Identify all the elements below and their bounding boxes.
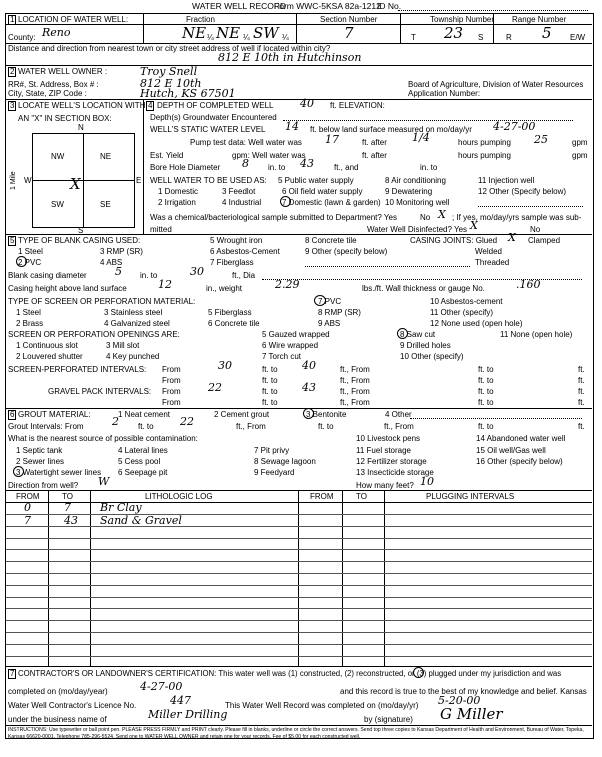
pump-hours: 1/4: [412, 131, 430, 144]
open-8: 8 Saw cut: [400, 330, 436, 339]
source-9: 9 Feedyard: [254, 468, 295, 477]
perf-label: SCREEN-PERFORATED INTERVALS:: [8, 365, 147, 374]
depth-label: DEPTH OF COMPLETED WELL: [157, 101, 274, 110]
use-7-circle: [280, 196, 291, 207]
feet-label: How many feet?: [356, 481, 414, 490]
screen-11: 11 Other (specify): [430, 308, 493, 317]
chem-label: Was a chemical/bacteriological sample submitted to Department? Yes: [150, 213, 397, 222]
township-value: 23: [444, 24, 464, 42]
open-10: 10 Other (specify): [400, 352, 464, 361]
township-label: Township Number: [430, 15, 495, 24]
perf-ft-to-2: ft. to: [478, 365, 494, 374]
chem-no: No: [420, 213, 431, 222]
id-line: [398, 10, 588, 11]
gravel-from-label: From: [162, 387, 181, 396]
signature-label: by (signature): [364, 715, 413, 724]
log-bottom-rule: [6, 666, 592, 667]
grout-ft-to: ft. to: [138, 422, 154, 431]
screen-9: 9 ABS: [318, 319, 341, 328]
grout-3-circle: [303, 408, 314, 419]
pump-after: ft. after: [362, 138, 387, 147]
use-3: 3 Feedlot: [222, 187, 256, 196]
casing-title: TYPE OF BLANK CASING USED:: [18, 236, 141, 245]
log-row-rule: [6, 620, 592, 621]
pump-gpm-unit: gpm: [572, 138, 588, 147]
board-text: Board of Agriculture, Division of Water Resources: [408, 80, 584, 89]
grout-ft-to-2: ft. to: [318, 422, 334, 431]
s3-title: LOCATE WELL'S LOCATION WITH: [18, 101, 146, 110]
depth-value: 40: [300, 97, 314, 110]
source-8: 8 Sewage lagoon: [254, 457, 316, 466]
feet-value: 10: [420, 475, 434, 488]
static-label: WELL'S STATIC WATER LEVEL: [150, 125, 266, 134]
source-7: 7 Pit privy: [254, 446, 290, 455]
casing-other-line: [305, 266, 470, 267]
certification-text: CONTRACTOR'S OR LANDOWNER'S CERTIFICATION: This water well was (1) constructed, (2) reconstructed, or (3) plugged under my jurisdiction and was: [18, 669, 562, 678]
log-row-1-from: 0: [24, 501, 31, 514]
section-horizontal: [32, 180, 134, 181]
s1-divider-3: [400, 14, 401, 44]
height-label: Casing height above land surface: [8, 284, 127, 293]
chem-mitted: mitted: [150, 225, 172, 234]
screen-5: 5 Fiberglass: [208, 308, 252, 317]
section-1-number: 1: [10, 15, 15, 24]
direction-label: Direction from well?: [8, 481, 79, 490]
completed-value: 4-27-00: [140, 680, 183, 693]
section-3-number: 3: [10, 101, 15, 110]
s1-title: LOCATION OF WATER WELL:: [18, 15, 129, 24]
section-6-number: 6: [10, 410, 15, 419]
section-4-number: 4: [148, 101, 153, 110]
log-row-2-to: 43: [64, 514, 78, 527]
use-8: 8 Air conditioning: [385, 176, 446, 185]
licence-value: 447: [170, 694, 191, 707]
log-row-2-from: 7: [24, 514, 31, 527]
source-3: 3 Watertight sewer lines: [16, 468, 102, 477]
plug-from-header: FROM: [310, 492, 334, 501]
source-16: 16 Other (specify below): [476, 457, 563, 466]
casing-1: 1 Steel: [18, 247, 43, 256]
s1-divider-2: [296, 14, 297, 44]
open-2: 2 Louvered shutter: [16, 352, 83, 361]
log-header-rule: [6, 502, 592, 503]
perf-from: 30: [218, 359, 232, 372]
perf2-from-label: From: [162, 376, 181, 385]
source-10: 10 Livestock pens: [356, 434, 421, 443]
direction-value: W: [98, 475, 110, 488]
log-row-rule: [6, 573, 592, 574]
source-14: 14 Abandoned water well: [476, 434, 566, 443]
signature: G Miller: [440, 705, 503, 723]
bore-in-2: in. to: [420, 163, 438, 172]
log-row-rule: [6, 538, 592, 539]
gravel2-ft-from: ft., From: [340, 398, 370, 407]
wall-value: .160: [516, 278, 541, 291]
diam-label: Blank casing diameter: [8, 271, 87, 280]
record-date: 5-20-00: [438, 694, 481, 707]
section-number-value: 7: [344, 24, 354, 42]
diam-to: 30: [190, 265, 204, 278]
log-row-rule: [6, 632, 592, 633]
screen-10: 10 Asbestos-cement: [430, 297, 503, 306]
compass-n: N: [78, 123, 84, 132]
disinfected-label: Water Well Disinfected? Yes: [367, 225, 468, 234]
use-5: 5 Public water supply: [278, 176, 354, 185]
range-value: 5: [542, 24, 552, 42]
screen-1: 1 Steel: [16, 308, 41, 317]
screen-8: 8 RMP (SR): [318, 308, 361, 317]
grout-title: GROUT MATERIAL:: [18, 410, 91, 419]
clamped-label: Clamped: [528, 236, 561, 245]
bore-value: 8: [242, 157, 249, 170]
yield-gpm-unit: gpm: [572, 151, 588, 160]
gravel-ft: ft.: [578, 387, 585, 396]
s1-divider-1: [143, 14, 144, 44]
open-5: 5 Gauzed wrapped: [262, 330, 330, 339]
disinfected-x: X: [470, 219, 478, 232]
log-row-rule: [6, 597, 592, 598]
plug-header: PLUGGING INTERVALS: [426, 492, 515, 501]
pump-hours-label: hours pumping: [458, 138, 511, 147]
ksa-ref: KSA 82a-1212: [326, 1, 381, 11]
casing-3: 3 RMP (SR): [100, 247, 143, 256]
casing-7: 7 Fiberglass: [210, 258, 254, 267]
grout-1: 1 Neat cement: [118, 410, 171, 419]
grout-other-line: [410, 418, 582, 419]
quarter-2: NE: [216, 24, 241, 42]
source-13: 13 Insecticide storage: [356, 468, 434, 477]
t-label: T: [411, 33, 416, 42]
bore-to: 43: [300, 157, 314, 170]
bore-label: Bore Hole Diameter: [150, 163, 221, 172]
city-value: Hutch, KS 67501: [140, 87, 236, 100]
gravel-from: 22: [208, 381, 222, 394]
quarter-1-mark: ¼: [207, 33, 214, 42]
source-15: 15 Oil well/Gas well: [476, 446, 546, 455]
screen-6: 6 Concrete tile: [208, 319, 260, 328]
yield-label: Est. Yield: [150, 151, 184, 160]
threaded-label: Threaded: [475, 258, 510, 267]
log-row-1-to: 7: [64, 501, 71, 514]
log-row-rule: [6, 561, 592, 562]
s1-rule-3: [6, 65, 592, 66]
completed-label: completed on (mo/day/year): [8, 687, 108, 696]
grout-intervals-label: Grout Intervals: From: [8, 422, 84, 431]
s4-rule: [6, 234, 592, 235]
log-col-2: [90, 491, 91, 666]
casing-9: 9 Other (specify below): [305, 247, 388, 256]
bore-in: in. to: [268, 163, 286, 172]
fraction-label: Fraction: [186, 15, 215, 24]
log-row-2-desc: Sand & Gravel: [100, 514, 182, 527]
gravel-ft-from: ft., From: [340, 387, 370, 396]
open-3: 3 Mill slot: [106, 341, 140, 350]
compass-w: W: [24, 176, 32, 185]
screen-3: 3 Stainless steel: [104, 308, 163, 317]
open-11: 11 None (open hole): [500, 330, 573, 339]
perf-to: 40: [302, 359, 316, 372]
source-2: 2 Sewer lines: [16, 457, 65, 466]
diam-rest: ft., Dia: [232, 271, 256, 280]
welded-label: Welded: [475, 247, 502, 256]
licence-label: Water Well Contractor's Licence No.: [8, 701, 137, 710]
screen-7: 7 PVC: [318, 297, 342, 306]
id-label: ID No.: [377, 1, 402, 11]
quarter-se: SE: [100, 200, 111, 209]
source-11: 11 Fuel storage: [356, 446, 411, 455]
open-4: 4 Key punched: [106, 352, 160, 361]
perf2-ft-to-2: ft. to: [478, 376, 494, 385]
grout-ft: ft.: [578, 422, 585, 431]
section-2-number: 2: [10, 67, 15, 76]
mile-label: 1 Mile: [10, 171, 17, 190]
business-label: under the business name of: [8, 715, 107, 724]
elevation-label: ft. ELEVATION:: [330, 101, 385, 110]
record-label: This Water Well Record was completed on (mo/day/yr): [225, 701, 419, 710]
chem-rest: ; If yes, mo/day/yrs sample was sub-: [452, 213, 582, 222]
open-8-circle: [397, 328, 408, 339]
gravel-label: GRAVEL PACK INTERVALS:: [48, 387, 152, 396]
gravel2-ft-to-2: ft. to: [478, 398, 494, 407]
distance-value: 812 E 10th in Hutchinson: [218, 51, 362, 64]
open-6: 6 Wire wrapped: [262, 341, 319, 350]
yield-was: gpm: Well water was: [232, 151, 306, 160]
log-to-header: TO: [62, 492, 73, 501]
well-location-mark: X: [70, 175, 81, 193]
source-5: 5 Cess pool: [118, 457, 161, 466]
quarter-sw: SW: [51, 200, 64, 209]
use-title: WELL WATER TO BE USED AS:: [150, 176, 267, 185]
open-title: SCREEN OR PERFORATION OPENINGS ARE:: [8, 330, 180, 339]
s5-rule: [6, 408, 592, 409]
use-7: 7 Domestic (lawn & garden): [282, 198, 381, 207]
log-row-rule: [6, 514, 592, 515]
s3-instruction: AN "X" IN SECTION BOX:: [18, 114, 112, 123]
s6-rule: [6, 490, 592, 491]
quarter-2-mark: ¼: [243, 33, 250, 42]
casing-2: 2 PVC: [18, 258, 42, 267]
grout-3: 3 Bentonite: [306, 410, 347, 419]
log-col-5: [384, 491, 385, 666]
gravel-ft-to: ft. to: [262, 387, 278, 396]
joints-label: CASING JOINTS: Glued: [410, 236, 498, 245]
log-from-header: FROM: [16, 492, 40, 501]
grout-ft-from: ft., From: [236, 422, 266, 431]
use-2: 2 Irrigation: [158, 198, 196, 207]
pump-gpm: 25: [534, 133, 548, 146]
casing-2-circle: [16, 256, 27, 267]
quarter-3-mark: ¼: [282, 33, 289, 42]
bore-and: ft., and: [334, 163, 359, 172]
grout-to: 22: [180, 415, 194, 428]
perf2-ft-to: ft. to: [262, 376, 278, 385]
use-9: 9 Dewatering: [385, 187, 433, 196]
s1-rule: [6, 24, 592, 25]
log-col-4: [342, 491, 343, 666]
contam-label: What is the nearest source of possible contamination:: [8, 434, 198, 443]
use-1: 1 Domestic: [158, 187, 199, 196]
address-label: RR#, St. Address, Box # :: [8, 80, 99, 89]
pump-label: Pump test data: Well water was: [190, 138, 302, 147]
open-7: 7 Torch cut: [262, 352, 301, 361]
screen-2: 2 Brass: [16, 319, 44, 328]
r-label: R: [506, 33, 512, 42]
form-number: Form WWC-5: [274, 1, 326, 11]
chem-x: X: [438, 208, 446, 221]
source-12: 12 Fertilizer storage: [356, 457, 427, 466]
perf-ft: ft.: [578, 365, 585, 374]
log-col-1: [48, 491, 49, 666]
wall-label: lbs./ft. Wall thickness or gauge No.: [362, 284, 485, 293]
use-12: 12 Other (Specify below): [478, 187, 567, 196]
perf-from-label: From: [162, 365, 181, 374]
screen-4: 4 Galvanized steel: [104, 319, 170, 328]
quarter-nw: NW: [51, 152, 65, 161]
business-value: Miller Drilling: [148, 708, 228, 721]
use-6: 6 Oil field water supply: [282, 187, 363, 196]
east-west: E/W: [570, 33, 586, 42]
log-row-rule: [6, 656, 592, 657]
use-other-line: [478, 206, 583, 207]
compass-e: E: [136, 176, 142, 185]
city-label: City, State, ZIP Code :: [8, 89, 87, 98]
instructions: INSTRUCTIONS: Use typewriter or ball point pen. PLEASE PRESS FIRMLY and PRINT clearly. Please fill in blanks, underline or circle the correct answers. Send top three copies to Kansas Department of Health and Environment, Bureau of Water, Topeka, Kansas 66620-0001. Telephone 785-296-5524. Send one to WATER WELL OWNER and retain one for your records. Fee of $5.00 for each constructed well.: [8, 727, 584, 740]
log-col-3: [298, 491, 299, 666]
grout-ft-from-2: ft., From: [384, 422, 414, 431]
plug-to-header: TO: [356, 492, 367, 501]
weight-value: 2.29: [275, 278, 300, 291]
pump-level: 17: [325, 133, 339, 146]
source-1: 1 Septic tank: [16, 446, 63, 455]
s7-rule: [6, 725, 592, 726]
s2-rule: [6, 99, 592, 100]
log-row-rule: [6, 526, 592, 527]
county-label: County:: [8, 33, 36, 42]
distance-label: Distance and direction from nearest town or city street address of well if located within city?: [8, 44, 331, 53]
s2-title: WATER WELL OWNER :: [18, 67, 108, 76]
grout-4: 4 Other: [385, 410, 412, 419]
open-1: 1 Continuous slot: [16, 341, 78, 350]
casing-5: 5 Wrought iron: [210, 236, 263, 245]
static-value: 14: [285, 120, 299, 133]
disinfected-no: No: [530, 225, 541, 234]
screen-12: 12 None used (open hole): [430, 319, 523, 328]
compass-s: S: [78, 226, 84, 235]
casing-8: 8 Concrete tile: [305, 236, 357, 245]
diam-value: 5: [115, 265, 122, 278]
grout-2: 2 Cement grout: [214, 410, 270, 419]
section-7-number: 7: [10, 669, 15, 678]
constructed-circle: [413, 667, 424, 678]
perf-ft-from: ft., From: [340, 365, 370, 374]
use-10: 10 Monitoring well: [385, 198, 450, 207]
casing-4: 4 ABS: [100, 258, 123, 267]
range-label: Range Number: [512, 15, 567, 24]
open-9: 9 Drilled holes: [400, 341, 451, 350]
yield-hours-label: hours pumping: [458, 151, 511, 160]
casing-6: 6 Asbestos-Cement: [210, 247, 280, 256]
use-4: 4 Industrial: [222, 198, 262, 207]
weight-label: in., weight: [206, 284, 243, 293]
gravel2-from-label: From: [162, 398, 181, 407]
gravel-ft-to-2: ft. to: [478, 387, 494, 396]
static-rest: ft. below land surface measured on mo/day/yr: [310, 125, 472, 134]
address-value: 812 E 10th: [140, 77, 202, 90]
gravel2-ft-to: ft. to: [262, 398, 278, 407]
log-row-rule: [6, 644, 592, 645]
yield-after: ft. after: [362, 151, 387, 160]
grout-from: 2: [112, 415, 119, 428]
source-4: 4 Lateral lines: [118, 446, 168, 455]
use-11: 11 Injection well: [478, 176, 535, 185]
groundwater-label: Depth(s) Groundwater Encountered: [150, 113, 277, 122]
log-row-rule: [6, 549, 592, 550]
static-date: 4-27-00: [493, 120, 536, 133]
form-title: WATER WELL RECORD: [192, 1, 287, 11]
log-row-rule: [6, 608, 592, 609]
source-3-circle: [13, 466, 24, 477]
perf2-ft: ft.: [578, 376, 585, 385]
screen-title: TYPE OF SCREEN OR PERFORATION MATERIAL:: [8, 297, 196, 306]
diam-in: in. to: [140, 271, 158, 280]
log-row-1-desc: Br Clay: [100, 501, 142, 514]
screen-7-circle: [314, 295, 326, 306]
gravel-to: 43: [302, 381, 316, 394]
grout-ft-to-3: ft. to: [478, 422, 494, 431]
s3-divider: [143, 100, 144, 234]
height-value: 12: [158, 278, 172, 291]
s-label: S: [478, 33, 484, 42]
s1-divider-4: [493, 14, 494, 44]
perf-ft-to: ft. to: [262, 365, 278, 374]
owner-value: Troy Snell: [140, 65, 198, 78]
joints-x: X: [508, 231, 516, 244]
quarter-ne: NE: [100, 152, 112, 161]
gravel2-ft: ft.: [578, 398, 585, 407]
log-litho-header: LITHOLOGIC LOG: [145, 492, 213, 501]
section-5-number: 5: [10, 236, 15, 245]
perf2-ft-from: ft., From: [340, 376, 370, 385]
application-label: Application Number:: [408, 89, 481, 98]
quarter-1: NE: [182, 24, 207, 42]
completed-rest: and this record is true to the best of my knowledge and belief. Kansas: [340, 687, 587, 696]
source-6: 6 Seepage pit: [118, 468, 168, 477]
quarter-3: SW: [253, 24, 279, 42]
county-value: Reno: [42, 26, 71, 39]
section-number-label: Section Number: [320, 15, 378, 24]
log-row-rule: [6, 585, 592, 586]
